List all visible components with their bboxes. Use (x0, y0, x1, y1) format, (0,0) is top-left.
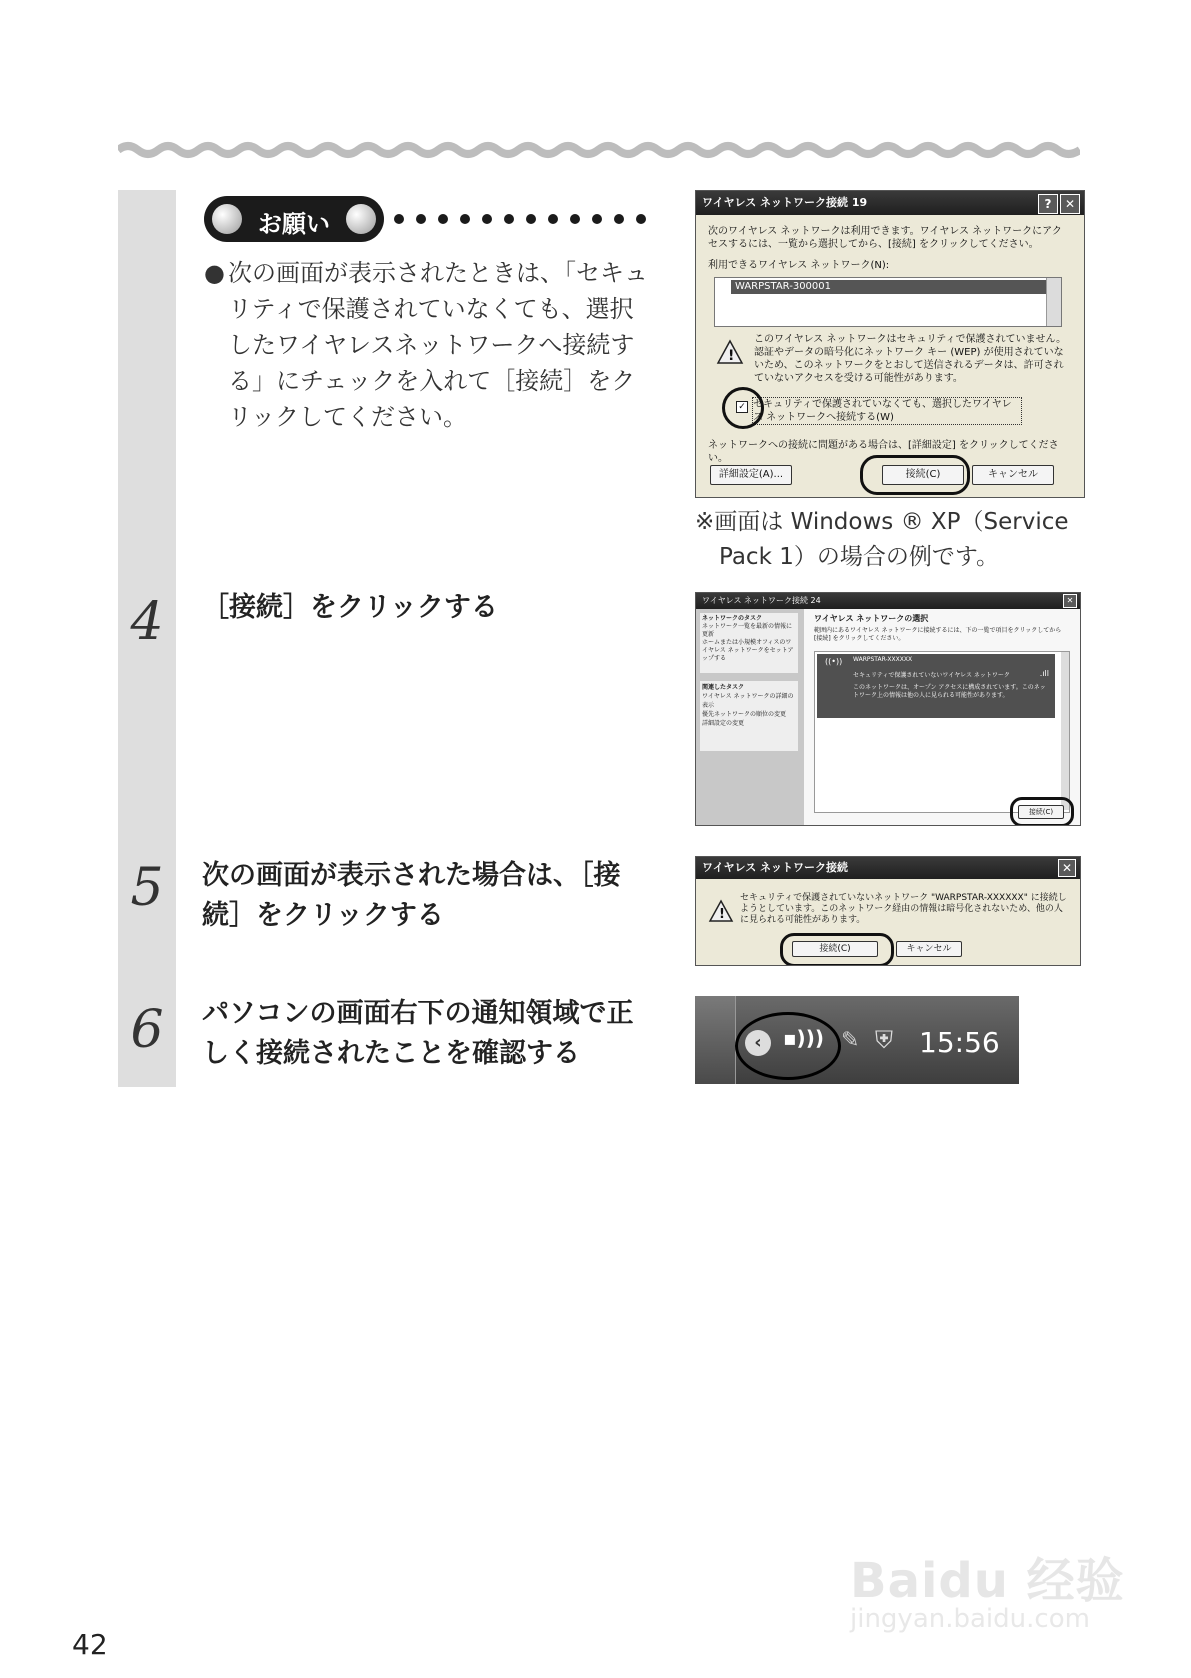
wireless-dialog-19 (695, 190, 1085, 498)
related-tasks-box (700, 681, 798, 751)
task-refresh-link[interactable]: ネットワーク一覧を最新の情報に更新 (702, 623, 793, 638)
svg-text:!: ! (728, 348, 735, 364)
step-number-4: 4 (130, 592, 164, 652)
dialog3-cancel-button[interactable]: キャンセル (896, 941, 962, 957)
advanced-button[interactable]: 詳細設定(A)... (710, 465, 792, 485)
wavy-divider (118, 140, 1080, 160)
network-list-item[interactable]: WARPSTAR-300001 (731, 280, 1047, 294)
network-list[interactable] (714, 277, 1062, 327)
dialog3-close-button[interactable]: ✕ (1058, 859, 1076, 877)
dialog-intro: 次のワイヤレス ネットワークは利用できます。ワイヤレス ネットワークにアクセスするには、一覧から選択してから、[接続] をクリックしてください。 (708, 226, 1062, 250)
step-5-text: 次の画面が表示された場合は、［接続］をクリックする (202, 860, 621, 931)
listbox-scrollbar[interactable] (1061, 652, 1069, 810)
dialog2-title: ワイヤレス ネットワーク接続 24 (702, 596, 821, 605)
watermark-url: jingyan.baidu.com (850, 1604, 1090, 1634)
dialog3-message: セキュリティで保護されていないネットワーク "WARPSTAR-XXXXXX" に接続しようとしています。このネットワーク経由の情報は暗号化されないため、他の人に見られる可能性があります。 (740, 893, 1067, 925)
chevron-left-icon[interactable]: ‹ (745, 1030, 771, 1056)
dialog3-titlebar (696, 857, 1080, 879)
dialog2-close-button[interactable]: ✕ (1063, 594, 1077, 608)
step-number-6: 6 (130, 1000, 164, 1060)
warning-icon (716, 339, 744, 365)
network-tasks-box (700, 613, 798, 673)
caption-line-1: ※画面は Windows ® XP（Service (695, 509, 1069, 535)
taskbar-tray (695, 996, 1019, 1084)
network-name: WARPSTAR-XXXXXX (853, 656, 913, 663)
network-listbox[interactable] (814, 651, 1070, 813)
wireless-dialog-24 (695, 592, 1081, 826)
network-status: セキュリティで保護されていないワイヤレス ネットワーク (853, 672, 1010, 679)
connect-highlight (860, 455, 970, 495)
related-header: 関連したタスク (702, 684, 745, 691)
dialog3-warning-icon (708, 899, 734, 923)
tray-app-icon[interactable]: ✎ (841, 1028, 860, 1053)
step-4-text: ［接続］をクリックする (202, 592, 498, 623)
notice-badge (204, 196, 384, 242)
tray-clock[interactable]: 15:56 (919, 1026, 1000, 1059)
dialog-titlebar (696, 191, 1084, 215)
wireless-network-icon[interactable]: ▪))) (783, 1026, 824, 1050)
dialog2-connect-highlight (1010, 797, 1074, 826)
wireless-confirm-dialog (695, 856, 1081, 966)
dialog2-titlebar (696, 593, 1080, 609)
task-setup-link[interactable]: ホームまたは小規模オフィスのワイヤレス ネットワークをセットアップする (702, 639, 794, 662)
dialog3-connect-highlight (780, 933, 894, 966)
network-info: このネットワークは、オープン アクセスに構成されています。このネットワーク上の情報は他の人に見られる可能性があります。 (853, 684, 1046, 699)
related-details-link[interactable]: ワイヤレス ネットワークの詳細の表示 (702, 693, 794, 709)
dialog2-connect-button[interactable]: 接続(C) (1018, 805, 1064, 819)
dialog2-heading: ワイヤレス ネットワークの選択 (814, 614, 929, 623)
screenshot-caption (695, 505, 1085, 575)
step-number-5: 5 (130, 858, 164, 918)
step-6-text: パソコンの画面右下の通知領域で正しく接続されたことを確認する (202, 998, 634, 1069)
cancel-button[interactable]: キャンセル (972, 465, 1054, 485)
tasks-header: ネットワークのタスク (702, 615, 763, 622)
list-scrollbar[interactable] (1046, 278, 1061, 326)
dotted-leader (392, 212, 652, 226)
notice-label: お願い (258, 210, 330, 238)
list-label: 利用できるワイヤレス ネットワーク(N): (708, 260, 890, 271)
signal-strength-icon: .ıll (1039, 669, 1049, 678)
dialog3-title: ワイヤレス ネットワーク接続 (702, 861, 849, 874)
signal-antenna-icon: ((•)) (825, 657, 843, 666)
watermark-brand: Baidu 经验 (850, 1553, 1125, 1609)
bullet: ● (204, 259, 225, 287)
insecure-connect-checkbox[interactable]: ✓ (736, 401, 748, 413)
security-warning: このワイヤレス ネットワークはセキュリティで保護されていません。認証やデータの暗号化にネットワーク キー (WEP) が使用されていないため、このネットワークをとおして送信されるデータは、許可されていないアクセスを受ける可能性があります。 (754, 334, 1067, 384)
dialog2-description: 範囲内にあるワイヤレス ネットワークに接続するには、下の一覧で項目をクリックしてから [接続] をクリックしてください。 (814, 627, 1062, 642)
related-order-link[interactable]: 優先ネットワークの順位の変更 (702, 711, 787, 718)
svg-text:!: ! (719, 907, 725, 922)
highlight-circle (722, 387, 764, 429)
task-pane (696, 609, 804, 825)
help-text: ネットワークへの接続に問題がある場合は、[詳細設定] をクリックしてください。 (708, 440, 1059, 464)
related-advanced-link[interactable]: 詳細設定の変更 (702, 720, 745, 727)
notice-text: 次の画面が表示されたときは、「セキュリティで保護されていなくても、選択したワイヤレスネットワークへ接続する」にチェックを入れて［接続］をクリックしてください。 (228, 259, 648, 431)
notice-note (204, 255, 654, 435)
tray-highlight (735, 1012, 841, 1080)
caption-line-2: Pack 1）の場合の例です。 (719, 544, 999, 570)
dialog-title: ワイヤレス ネットワーク接続 19 (702, 196, 868, 209)
connect-button[interactable]: 接続(C) (882, 465, 964, 485)
security-shield-icon[interactable]: ⛨ (875, 1026, 893, 1054)
checkbox-label[interactable]: セキュリティで保護されていなくても、選択したワイヤレス ネットワークへ接続する(W) (752, 397, 1022, 425)
pill-right-knob (346, 204, 376, 234)
page-number: 42 (72, 1628, 108, 1661)
dialog3-connect-button[interactable]: 接続(C) (792, 941, 878, 957)
help-button[interactable]: ? (1038, 194, 1058, 214)
close-button[interactable]: ✕ (1060, 194, 1080, 214)
selected-network-entry[interactable] (817, 654, 1055, 718)
